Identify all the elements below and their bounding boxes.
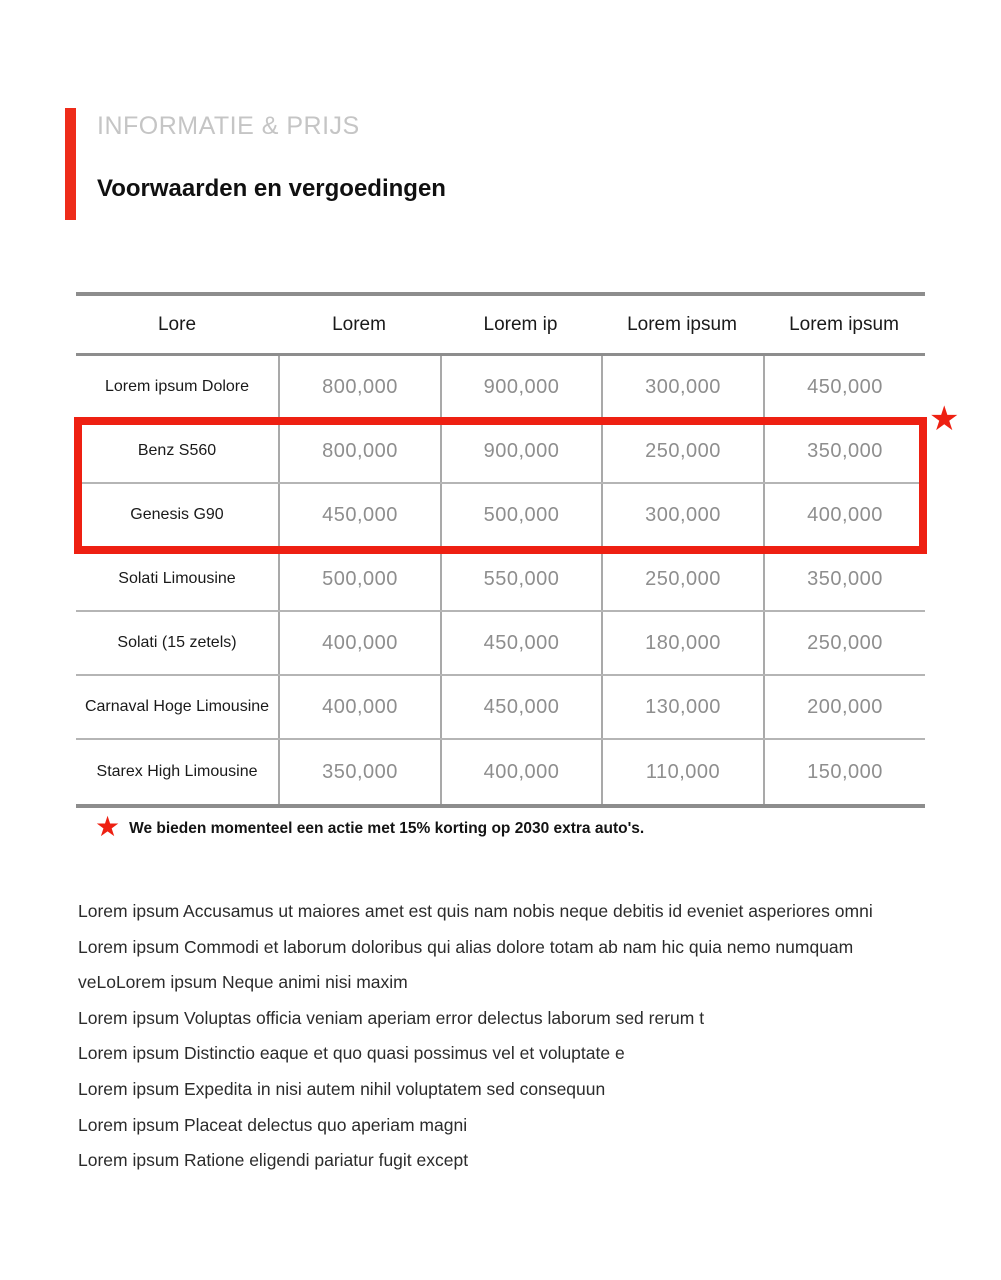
price-cell: 300,000 — [601, 356, 763, 418]
footnote — [95, 811, 645, 842]
table-row — [76, 676, 925, 740]
table-row-highlighted — [76, 484, 925, 548]
column-header: Lorem — [332, 313, 386, 335]
price-cell: 350,000 — [278, 740, 440, 804]
paragraph-line: Lorem ipsum Voluptas officia veniam aperiam error delectus laborum sed rerum t — [78, 1007, 705, 1028]
row-label: Solati (15 zetels) — [117, 634, 237, 651]
red-accent-bar — [65, 108, 76, 220]
row-label: Lorem ipsum Dolore — [104, 378, 250, 395]
price-cell: 350,000 — [763, 420, 925, 482]
price-cell: 200,000 — [763, 676, 925, 738]
row-label: Carnaval Hoge Limousine — [84, 698, 270, 715]
price-cell: 250,000 — [601, 548, 763, 610]
star-icon: ★ — [95, 811, 121, 842]
price-cell: 500,000 — [440, 484, 601, 546]
paragraph-line: Lorem ipsum Placeat delectus quo aperiam magni — [78, 1114, 468, 1135]
table-body — [76, 356, 925, 804]
paragraph-line: Lorem ipsum Ratione eligendi pariatur fugit except — [78, 1150, 469, 1171]
price-cell: 800,000 — [278, 356, 440, 418]
row-label: Starex High Limousine — [96, 763, 258, 780]
price-cell: 400,000 — [278, 612, 440, 674]
price-cell: 150,000 — [763, 740, 925, 804]
price-cell: 900,000 — [440, 356, 601, 418]
price-cell: 250,000 — [601, 420, 763, 482]
section-eyebrow: INFORMATIE & PRIJS — [97, 112, 360, 140]
star-icon: ★ — [929, 400, 960, 438]
paragraph-line: Lorem ipsum Expedita in nisi autem nihil voluptatem sed consequun — [78, 1078, 606, 1099]
paragraph-line: Lorem ipsum Distinctio eaque et quo quasi possimus vel et voluptate e — [78, 1043, 625, 1064]
price-cell: 800,000 — [278, 420, 440, 482]
price-cell: 400,000 — [763, 484, 925, 546]
table-row-highlighted — [76, 420, 925, 484]
column-header: Lorem ipsum — [789, 313, 899, 335]
price-cell: 400,000 — [278, 676, 440, 738]
price-cell: 300,000 — [601, 484, 763, 546]
price-cell: 130,000 — [601, 676, 763, 738]
price-cell: 450,000 — [278, 484, 440, 546]
price-cell: 110,000 — [601, 740, 763, 804]
price-cell: 900,000 — [440, 420, 601, 482]
table-row — [76, 356, 925, 420]
table-header-row — [76, 296, 925, 356]
paragraph-line: veLoLorem ipsum Neque animi nisi maxim — [78, 972, 408, 993]
row-label: Genesis G90 — [130, 506, 224, 523]
body-text — [78, 894, 938, 1179]
price-cell: 450,000 — [763, 356, 925, 418]
price-cell: 450,000 — [440, 612, 601, 674]
paragraph-line: Lorem ipsum Commodi et laborum doloribus qui alias dolore totam ab nam hic quia nemo numquam — [78, 936, 854, 957]
row-label: Benz S560 — [137, 442, 217, 459]
row-label: Solati Limousine — [118, 570, 236, 587]
table-row — [76, 612, 925, 676]
footnote-text: We bieden momenteel een actie met 15% korting op 2030 extra auto's. — [129, 819, 645, 837]
table-row — [76, 548, 925, 612]
price-cell: 400,000 — [440, 740, 601, 804]
price-table — [76, 292, 960, 808]
price-cell: 250,000 — [763, 612, 925, 674]
table-row — [76, 740, 925, 804]
price-cell: 500,000 — [278, 548, 440, 610]
column-header: Lorem ipsum — [627, 313, 737, 335]
price-cell: 350,000 — [763, 548, 925, 610]
price-cell: 180,000 — [601, 612, 763, 674]
price-cell: 450,000 — [440, 676, 601, 738]
column-header: Lore — [157, 313, 197, 335]
page-title: Voorwaarden en vergoedingen — [97, 175, 446, 202]
paragraph-line: Lorem ipsum Accusamus ut maiores amet est quis nam nobis neque debitis id eveniet asperiores omni — [78, 901, 873, 921]
column-header: Lorem ip — [483, 313, 558, 335]
price-cell: 550,000 — [440, 548, 601, 610]
